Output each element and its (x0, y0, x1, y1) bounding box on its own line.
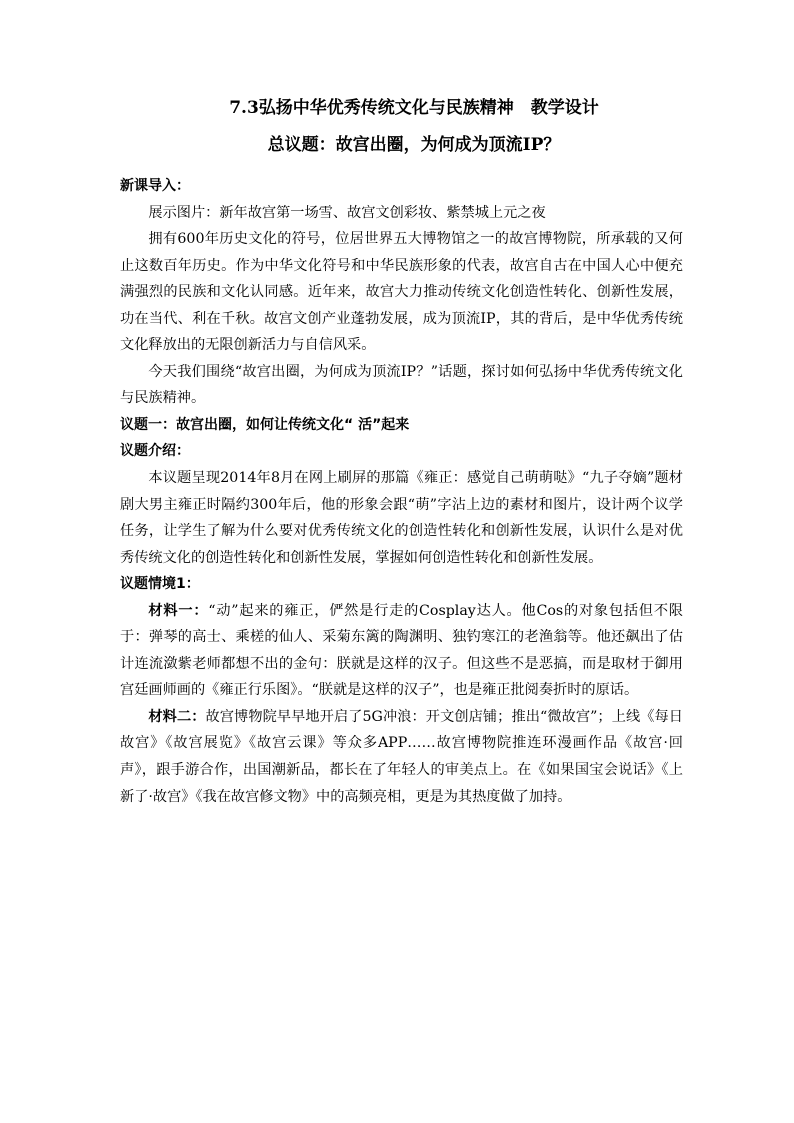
material-1-paragraph (120, 598, 683, 704)
material-1-label: 材料一： (148, 602, 209, 619)
topic1-heading: 议题一：故宫出圈，如何让传统文化“ 活”起来 (120, 416, 410, 433)
material-1-text: “动”起来的雍正，俨然是行走的Cosplay达人。他Cos的对象包括但不限于：弹琴的高士、乘槎的仙人、采菊东篱的陶渊明、独钓寒江的老渔翁等。他还飙出了估计连流潋紫老师都想不出的金句：朕就是这样的汉子。但这些不是恶搞，而是取材于御用宫廷画师画的《雍正行乐图》。“朕就是这样的汉子”，也是雍正批阅奏折时的原话。 (120, 602, 683, 699)
material-2-text: 故宫博物院早早地开启了5G冲浪：开文创店铺；推出“微故宫”；上线《每日故宫》《故宫展览》《故宫云课》等众多APP……故宫博物院推连环漫画作品《故宫·回声》，跟手游合作，出国潮新品，都长在了年轻人的审美点上。在《如果国宝会说话》《上新了·故宫》《我在故宫修文物》中的高频亮相，更是为其热度做了加持。 (120, 708, 683, 805)
material-2-paragraph (120, 704, 683, 810)
intro-paragraph-3: 今天我们围绕“故宫出圈，为何成为顶流IP？”话题，探讨如何弘扬中华优秀传统文化与民族精神。 (120, 363, 683, 407)
topic1-intro-paragraph: 本议题呈现2014年8月在网上刷屏的那篇《雍正：感觉自己萌萌哒》“九子夺嫡”题材剧大男主雍正时隔约300年后，他的形象会跟“萌”字沾上边的素材和图片，设计两个议学任务，让学生了解为什么要对优秀传统文化的创造性转化和创新性发展，认识什么是对优秀传统文化的创造性转化和创新性发展，掌握如何创造性转化和创新性发展。 (120, 470, 683, 566)
intro-heading: 新课导入： (120, 178, 190, 194)
document-title: 7.3弘扬中华优秀传统文化与民族精神 教学设计 (229, 98, 599, 118)
intro-paragraph-1: 展示图片：新年故宫第一场雪、故宫文创彩妆、紫禁城上元之夜 (148, 204, 546, 221)
topic1-intro-heading: 议题介绍： (120, 443, 190, 460)
scenario1-heading: 议题情境1： (120, 576, 200, 593)
document-body (120, 173, 683, 810)
document-subtitle: 总议题：故宫出圈，为何成为顶流IP？ (267, 135, 561, 155)
intro-paragraph-2: 拥有600年历史文化的符号，位居世界五大博物馆之一的故宫博物院，所承载的又何止这数百年历史。作为中华文化符号和中华民族形象的代表，故宫自古在中国人心中便充满强烈的民族和文化认同感。近年来，故宫大力推动传统文化创造性转化、创新性发展，功在当代、利在千秋。故宫文创产业蓬勃发展，成为顶流IP，其的背后，是中华优秀传统文化释放出的无限创新活力与自信风采。 (120, 231, 683, 354)
material-2-label: 材料二： (148, 708, 206, 725)
